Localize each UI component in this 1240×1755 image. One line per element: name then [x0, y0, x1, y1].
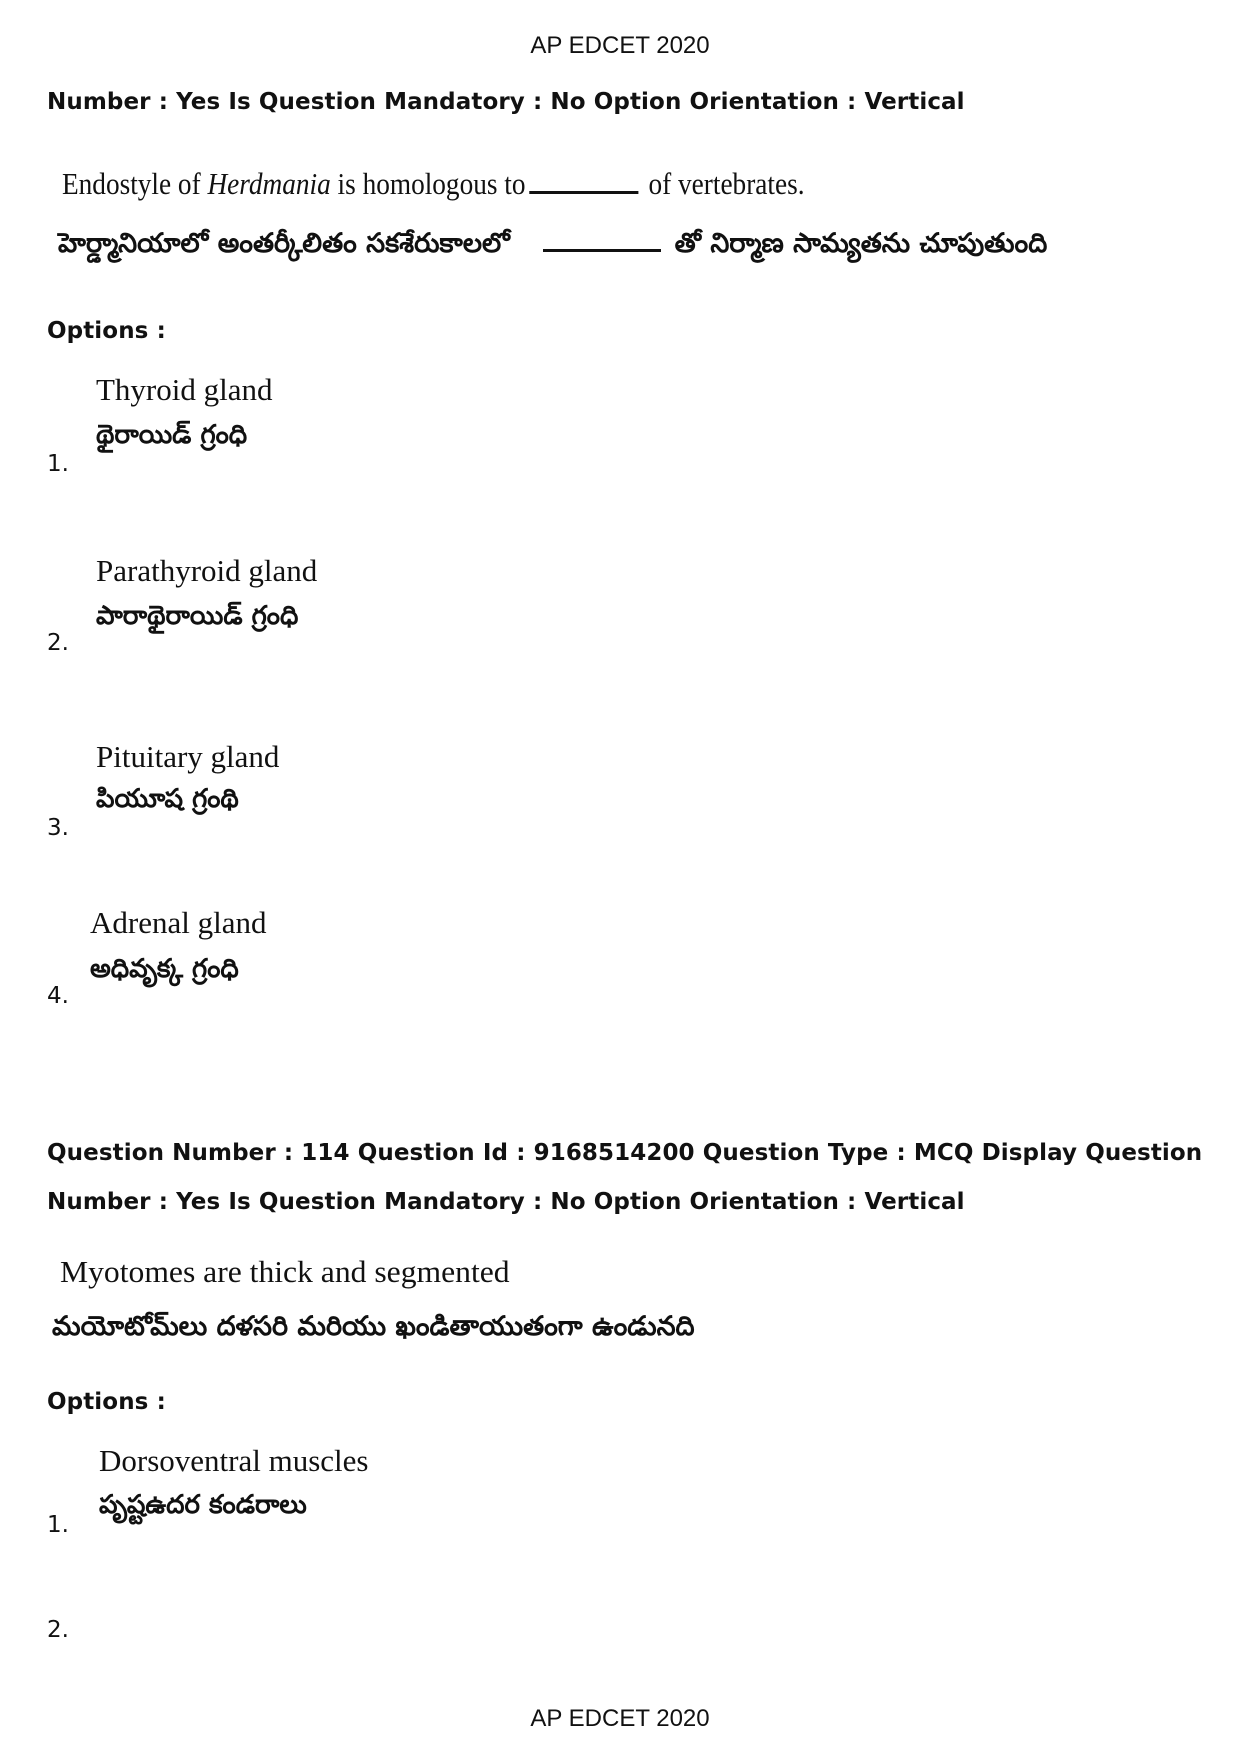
options-label: Options : [47, 1389, 166, 1415]
option-number: 1. [47, 451, 69, 477]
option-text-en: Dorsoventral muscles [99, 1443, 369, 1478]
question-meta-line: Number : Yes Is Question Mandatory : No Option Orientation : Vertical [47, 1189, 965, 1215]
question-text-part: Endostyle of [62, 166, 208, 201]
answer-blank [543, 249, 661, 252]
option-number: 2. [47, 1617, 69, 1643]
option-text-en: Parathyroid gland [96, 553, 318, 588]
option-number: 4. [47, 983, 69, 1009]
question-text-te [58, 228, 1047, 266]
option-text-en: Adrenal gland [90, 905, 267, 940]
question-text-en: Myotomes are thick and segmented [60, 1254, 510, 1289]
question-meta-line: Question Number : 114 Question Id : 9168514200 Question Type : MCQ Display Question [47, 1140, 1203, 1166]
option-text-te: పారాథైరాయిడ్ గ్రంధి [96, 601, 299, 631]
question-meta-line: Number : Yes Is Question Mandatory : No Option Orientation : Vertical [47, 89, 965, 115]
page-footer: AP EDCET 2020 [530, 1705, 710, 1732]
option-text-te: థైరాయిడ్ గ్రంధి [96, 420, 248, 450]
options-label: Options : [47, 318, 166, 344]
question-text-italic: Herdmania [207, 166, 331, 201]
question-text-en [62, 166, 805, 202]
page-header: AP EDCET 2020 [530, 32, 710, 59]
option-text-en: Pituitary gland [96, 739, 280, 774]
question-text-part: is homologous to [330, 166, 526, 201]
option-number: 3. [47, 815, 69, 841]
question-text-te: మయోటోమ్‌లు దళసరి మరియు ఖండితాయుతంగా ఉండునది [52, 1311, 695, 1342]
option-text-te: పృష్టఉదర కండరాలు [99, 1490, 307, 1520]
option-text-te: అధివృక్క గ్రంధి [90, 954, 239, 984]
option-number: 1. [47, 1512, 69, 1538]
option-text-en: Thyroid gland [96, 372, 273, 407]
answer-blank [529, 191, 638, 194]
question-text-part: తో నిర్మాణ సామ్యతను చూపుతుంది [674, 228, 1048, 259]
question-text-part: of vertebrates. [641, 166, 805, 201]
option-number: 2. [47, 630, 69, 656]
question-text-part: హెర్డ్మానియాలో అంతర్కీలితం సకశేరుకాలలో [58, 228, 510, 259]
option-text-te: పియూష గ్రంథి [96, 784, 239, 814]
